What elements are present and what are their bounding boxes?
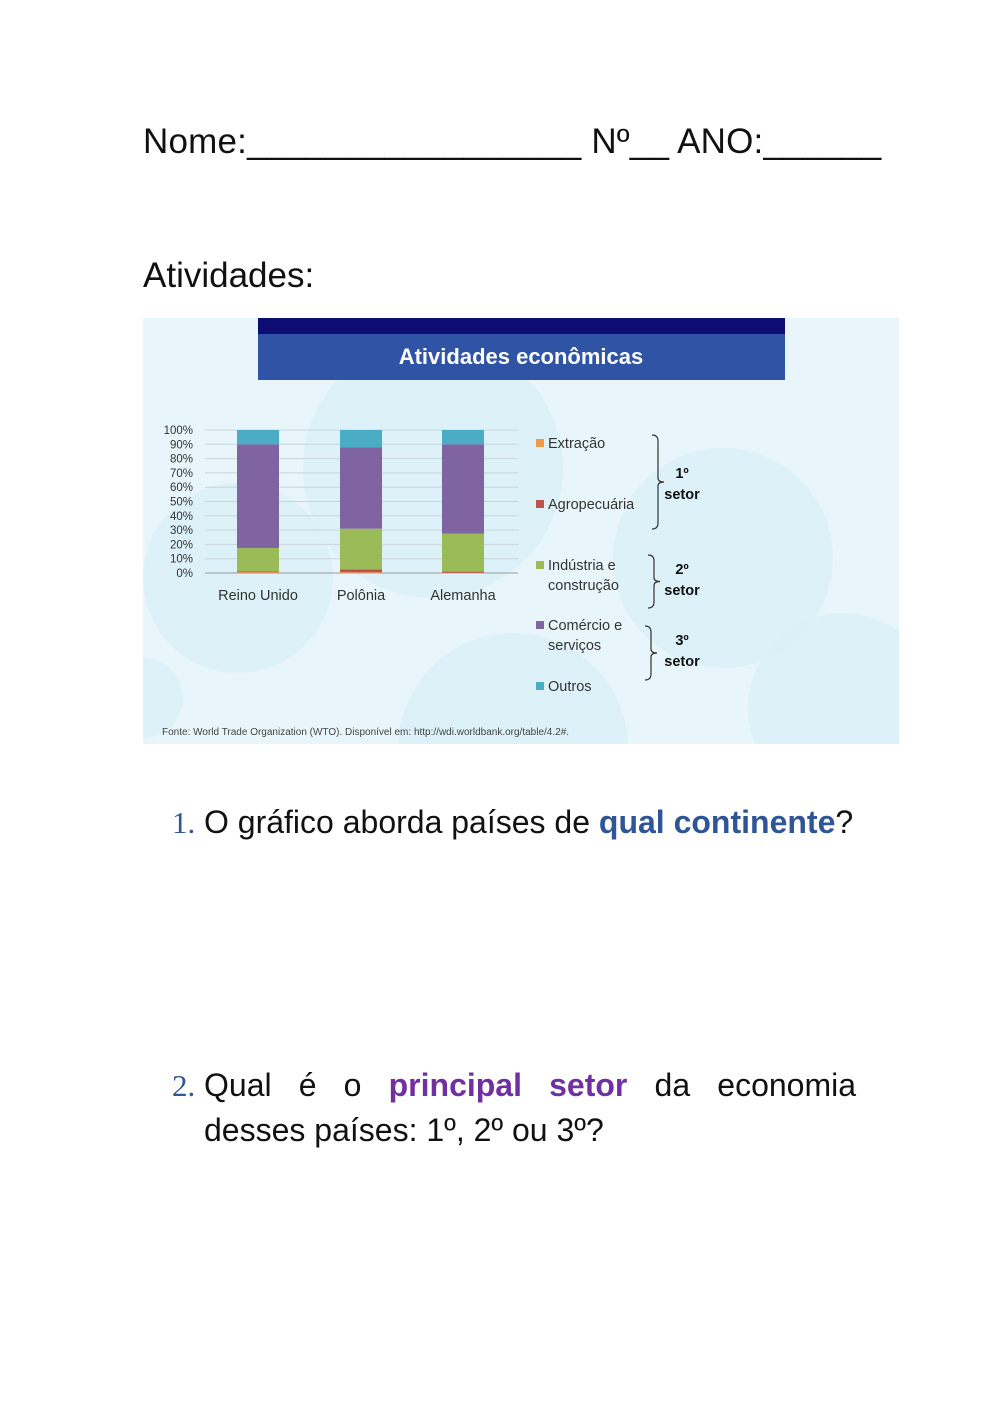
title-bar-top-band (258, 318, 785, 334)
bar-pol-nia-comercio (340, 447, 382, 529)
y-tick-30pct: 30% (169, 525, 193, 538)
legend-swatch-extracao (536, 439, 544, 447)
bar-alemanha-industria (442, 534, 484, 572)
bar-reino-unido-outros (237, 430, 279, 444)
sector-2-label-line2: setor (664, 583, 700, 599)
y-tick-80pct: 80% (169, 453, 193, 466)
sector-2-label-line1: 2º (675, 562, 689, 578)
chart-figure (143, 318, 899, 744)
bar-reino-unido-agropecuaria (237, 571, 279, 572)
y-tick-70pct: 70% (169, 467, 193, 480)
y-tick-50pct: 50% (169, 496, 193, 509)
question-1-part-3: ? (835, 804, 854, 840)
question-2 (172, 1063, 856, 1153)
bar-reino-unido-industria (237, 548, 279, 571)
question-1-highlight: qual continente (598, 804, 836, 840)
legend-label-agropecuaria: Agropecuária (548, 497, 635, 513)
legend-swatch-agropecuaria (536, 500, 544, 508)
question-1 (172, 800, 856, 845)
legend-label-outros: Outros (548, 679, 592, 695)
bar-alemanha-agropecuaria (442, 572, 484, 573)
bar-alemanha-extracao (442, 573, 484, 574)
sector-3-label-line1: 3º (675, 633, 689, 649)
chart-title: Atividades econômicas (398, 344, 644, 369)
x-tick-pol-nia: Polônia (336, 588, 386, 604)
question-2-part-3: da economia desses países: 1º, 2º ou 3º? (204, 1067, 857, 1148)
legend-swatch-industria (536, 561, 544, 569)
student-info-line: Nome:_________________ Nº__ ANO:______ (143, 122, 882, 161)
bar-alemanha-comercio (442, 444, 484, 533)
question-1-number: 1. (172, 805, 196, 840)
legend-label-industria-line1: Indústria e (548, 558, 616, 574)
legend-label-industria-line2: construção (548, 578, 619, 594)
y-tick-60pct: 60% (169, 482, 193, 495)
y-tick-40pct: 40% (169, 510, 193, 523)
y-tick-0pct: 0% (176, 568, 193, 580)
y-tick-10pct: 10% (169, 553, 193, 566)
bar-pol-nia-agropecuaria (340, 569, 382, 572)
x-tick-reino-unido: Reino Unido (218, 588, 298, 604)
y-tick-20pct: 20% (169, 539, 193, 552)
legend-swatch-comercio (536, 621, 544, 629)
economic-activities-chart (143, 318, 899, 744)
sector-1-label-line1: 1º (675, 466, 689, 482)
background-circle-6 (143, 658, 183, 738)
question-1-part-1: O gráfico aborda países de (204, 804, 599, 840)
bar-pol-nia-extracao (340, 572, 382, 573)
legend-swatch-outros (536, 682, 544, 690)
legend-label-extracao: Extração (548, 436, 606, 452)
x-tick-alemanha: Alemanha (430, 588, 496, 604)
bar-pol-nia-outros (340, 430, 382, 447)
chart-source: Fonte: World Trade Organization (WTO). Disponível em: http://wdi.worldbank.org/table/4.2#. (162, 727, 570, 738)
bar-reino-unido-comercio (237, 444, 279, 548)
sector-3-label-line2: setor (664, 654, 700, 670)
y-tick-90pct: 90% (169, 439, 193, 452)
question-2-text (204, 1063, 856, 1153)
bar-reino-unido-extracao (237, 572, 279, 573)
legend-label-comercio-line2: serviços (548, 638, 602, 654)
bar-pol-nia-industria (340, 529, 382, 570)
question-2-number: 2. (172, 1068, 196, 1103)
legend-label-comercio-line1: Comércio e (548, 618, 623, 634)
sector-1-label-line2: setor (664, 487, 700, 503)
question-2-part-1: Qual é o (204, 1067, 389, 1103)
section-title: Atividades: (143, 256, 315, 295)
bar-alemanha-outros (442, 430, 484, 444)
y-tick-100pct: 100% (163, 425, 193, 437)
question-1-text (204, 800, 856, 845)
question-2-highlight: principal setor (388, 1067, 628, 1103)
